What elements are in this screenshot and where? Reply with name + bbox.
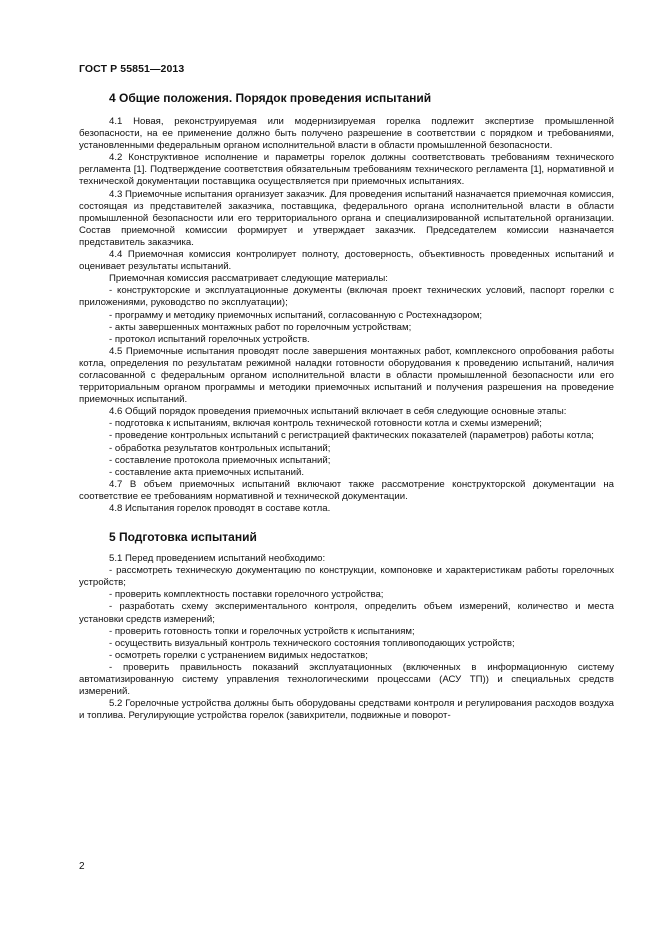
section-4-title: 4 Общие положения. Порядок проведения испытаний bbox=[109, 91, 432, 105]
list-item-stage-4: - составление протокола приемочных испытаний; bbox=[109, 454, 331, 466]
list-item-prep-4: - проверить готовность топки и горелочных устройств к испытаниям; bbox=[109, 625, 415, 637]
paragraph-4-7: 4.7 В объем приемочных испытаний включают также рассмотрение конструкторской документации на соответствие ее требованиям нормативной и технической документации. bbox=[79, 478, 614, 502]
list-item-prep-3: - разработать схему экспериментального контроля, определить объем измерений, количество и места установки средств измерений; bbox=[79, 601, 614, 625]
paragraph-4-8: 4.8 Испытания горелок проводят в составе котла. bbox=[109, 503, 331, 514]
list-item-materials-4: - протокол испытаний горелочных устройств. bbox=[109, 333, 310, 345]
list-item-materials-3: - акты завершенных монтажных работ по горелочным устройствам; bbox=[109, 321, 412, 333]
paragraph-4-3: 4.3 Приемочные испытания организует заказчик. Для проведения испытаний назначается приемочная комиссия, состоящая из представителей заказчика, поставщика, федерального органа исполнительной власти в области промышленной безопасности или его территориального органа и специализированной испытательной организации. Состав приемочной комиссии формирует и утверждает заказчик. Председателем комиссии назначается представитель заказчика. bbox=[79, 188, 614, 248]
paragraph-4-2: 4.2 Конструктивное исполнение и параметры горелок должны соответствовать требованиям технического регламента [1]. Подтверждение соответствия обязательным требованиям технического регламента [1], нормативной и технической документации поставщика осуществляется при приемочных испытаниях. bbox=[79, 152, 614, 188]
list-item-prep-2: - проверить комплектность поставки горелочного устройства; bbox=[109, 589, 384, 601]
list-item-prep-5: - осуществить визуальный контроль технического состояния топливоподающих устройств; bbox=[109, 637, 515, 649]
page-number: 2 bbox=[79, 861, 85, 872]
standard-code: ГОСТ Р 55851—2013 bbox=[79, 63, 185, 75]
list-item-stage-2: - проведение контрольных испытаний с регистрацией фактических показателей (параметров) работы котла; bbox=[109, 430, 594, 442]
list-item-materials-2: - программу и методику приемочных испытаний, согласованную с Ростехнадзором; bbox=[109, 309, 483, 321]
paragraph-4-5: 4.5 Приемочные испытания проводят после завершения монтажных работ, комплексного опробования работы котла, определения по результатам режимной наладки готовности оборудования к проведению испытаний, наличия согласованной с федеральным органом исполнительной власти в области промышленной безопасности или его территориальным органом программы и методики приемочных испытаний и получения разрешения на проведение приемочных испытаний. bbox=[79, 345, 614, 406]
paragraph-4-4: 4.4 Приемочная комиссия контролирует полноту, достоверность, объективность проведенных испытаний и оценивает результаты испытаний. bbox=[79, 249, 614, 273]
paragraph-5-2: 5.2 Горелочные устройства должны быть оборудованы средствами контроля и регулирования расходов воздуха и топлива. Регулирующие устройства горелок (завихрители, подвижные и поворот- bbox=[79, 698, 614, 722]
list-item-stage-1: - подготовка к испытаниям, включая контроль технической готовности котла и схемы измерений; bbox=[109, 418, 542, 430]
paragraph-4-6: 4.6 Общий порядок проведения приемочных испытаний включает в себя следующие основные этапы: bbox=[109, 406, 567, 418]
list-item-prep-6: - осмотреть горелки с устранением видимых недостатков; bbox=[109, 649, 368, 661]
paragraph-materials-intro: Приемочная комиссия рассматривает следующие материалы: bbox=[109, 273, 388, 285]
paragraph-4-1: 4.1 Новая, реконструируемая или модернизируемая горелка подлежит экспертизе промышленной безопасности, на ее применение должно быть получено разрешение в соответствии с порядком и требованиями, установленными федеральным органом исполнительной власти в области промышленной безопасности. bbox=[79, 116, 614, 152]
section-5-title: 5 Подготовка испытаний bbox=[109, 530, 257, 545]
list-item-prep-1: - рассмотреть техническую документацию по конструкции, компоновке и характеристикам работы горелочных устройств; bbox=[79, 565, 614, 589]
list-item-stage-5: - составление акта приемочных испытаний. bbox=[109, 466, 305, 478]
list-item-stage-3: - обработка результатов контрольных испытаний; bbox=[109, 442, 331, 454]
page-content bbox=[79, 88, 614, 722]
list-item-materials-1: - конструкторские и эксплуатационные документы (включая проект технических условий, паспорт горелки с приложениями, руководство по эксплуатации); bbox=[79, 285, 614, 309]
paragraph-5-1: 5.1 Перед проведением испытаний необходимо: bbox=[109, 553, 326, 565]
list-item-prep-7: - проверить правильность показаний эксплуатационных (включенных в информационную систему автоматизированную систему управления технологическими процессами (АСУ ТП)) и специальных средств измерений. bbox=[79, 661, 614, 698]
